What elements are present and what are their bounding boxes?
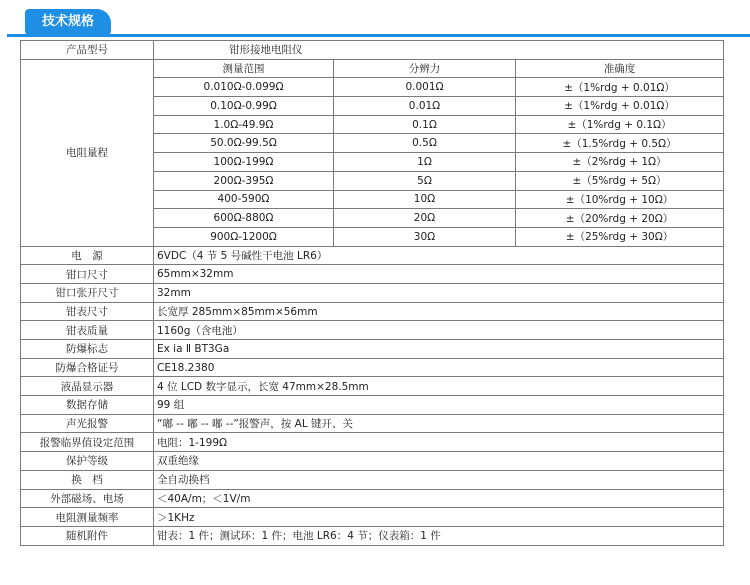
accuracy-cell: ±（5%rdg + 5Ω） [516,171,724,190]
row-label: 钳表质量 [21,321,154,340]
row-label: 钳表尺寸 [21,302,154,321]
table-row [21,396,724,415]
row-label: 随机附件 [21,526,154,545]
row-label: 数据存储 [21,396,154,415]
table-row [21,59,724,78]
accuracy-cell: ±（2%rdg + 1Ω） [516,153,724,172]
table-row [21,470,724,489]
table-row [21,377,724,396]
resolution-cell: 0.001Ω [334,78,516,97]
row-label: 外部磁场、电场 [21,489,154,508]
accuracy-cell: ±（20%rdg + 20Ω） [516,209,724,228]
table-row [21,433,724,452]
accuracy-cell: ±（1.5%rdg + 0.5Ω） [516,134,724,153]
section-header [7,5,750,37]
row-value: “嘟 -- 嘟 -- 嘟 --”报警声，按 AL 键开、关 [154,414,724,433]
row-label: 电阻量程 [21,59,154,246]
accuracy-cell: ±（10%rdg + 10Ω） [516,190,724,209]
accuracy-cell: ±（1%rdg + 0.01Ω） [516,97,724,116]
range-cell: 400-590Ω [154,190,334,209]
table-row [21,41,724,60]
column-header: 测量范围 [154,59,334,78]
row-value: 1160g（含电池） [154,321,724,340]
accuracy-cell: ±（1%rdg + 0.1Ω） [516,115,724,134]
table-row [21,452,724,471]
resolution-cell: 1Ω [334,153,516,172]
row-value: Ex ia Ⅱ BT3Ga [154,340,724,359]
range-cell: 0.10Ω-0.99Ω [154,97,334,116]
row-value: CE18.2380 [154,358,724,377]
resolution-cell: 0.5Ω [334,134,516,153]
resolution-cell: 30Ω [334,227,516,246]
spec-table-body [21,41,724,546]
row-value: 32mm [154,283,724,302]
row-value: 99 组 [154,396,724,415]
row-label: 声光报警 [21,414,154,433]
section-title: 技术规格 [25,9,111,35]
row-label: 电 源 [21,246,154,265]
row-label: 钳口张开尺寸 [21,283,154,302]
row-value: 钳表：1 件；测试环：1 件；电池 LR6：4 节；仪表箱：1 件 [154,526,724,545]
range-cell: 200Ω-395Ω [154,171,334,190]
row-value: 全自动换档 [154,470,724,489]
row-label: 液晶显示器 [21,377,154,396]
column-header: 分辨力 [334,59,516,78]
resolution-cell: 0.1Ω [334,115,516,134]
row-label: 防爆标志 [21,340,154,359]
table-row [21,283,724,302]
table-row [21,489,724,508]
accuracy-cell: ±（25%rdg + 30Ω） [516,227,724,246]
table-row [21,321,724,340]
column-header: 准确度 [516,59,724,78]
header-divider [7,34,750,37]
row-value: 65mm×32mm [154,265,724,284]
resolution-cell: 20Ω [334,209,516,228]
row-value: 6VDC（4 节 5 号碱性干电池 LR6） [154,246,724,265]
range-cell: 900Ω-1200Ω [154,227,334,246]
table-row [21,265,724,284]
range-cell: 1.0Ω-49.9Ω [154,115,334,134]
accuracy-cell: ±（1%rdg + 0.01Ω） [516,78,724,97]
spec-table [20,40,724,546]
row-value: 4 位 LCD 数字显示，长宽 47mm×28.5mm [154,377,724,396]
row-label: 防爆合格证号 [21,358,154,377]
row-value: 长宽厚 285mm×85mm×56mm [154,302,724,321]
range-cell: 0.010Ω-0.099Ω [154,78,334,97]
table-row [21,340,724,359]
resolution-cell: 5Ω [334,171,516,190]
row-value: ＞1KHz [154,508,724,527]
model-value: 钳形接地电阻仪 [154,41,724,60]
row-value: ＜40A/m；＜1V/m [154,489,724,508]
row-label: 换 档 [21,470,154,489]
table-row [21,414,724,433]
resolution-cell: 10Ω [334,190,516,209]
resolution-cell: 0.01Ω [334,97,516,116]
table-row [21,526,724,545]
row-label: 保护等级 [21,452,154,471]
row-value: 双重绝缘 [154,452,724,471]
row-label: 钳口尺寸 [21,265,154,284]
range-cell: 600Ω-880Ω [154,209,334,228]
table-row [21,302,724,321]
range-cell: 100Ω-199Ω [154,153,334,172]
table-row [21,358,724,377]
table-row [21,508,724,527]
row-label: 产品型号 [21,41,154,60]
row-label: 报警临界值设定范围 [21,433,154,452]
table-row [21,246,724,265]
row-label: 电阻测量频率 [21,508,154,527]
row-value: 电阻：1-199Ω [154,433,724,452]
range-cell: 50.0Ω-99.5Ω [154,134,334,153]
